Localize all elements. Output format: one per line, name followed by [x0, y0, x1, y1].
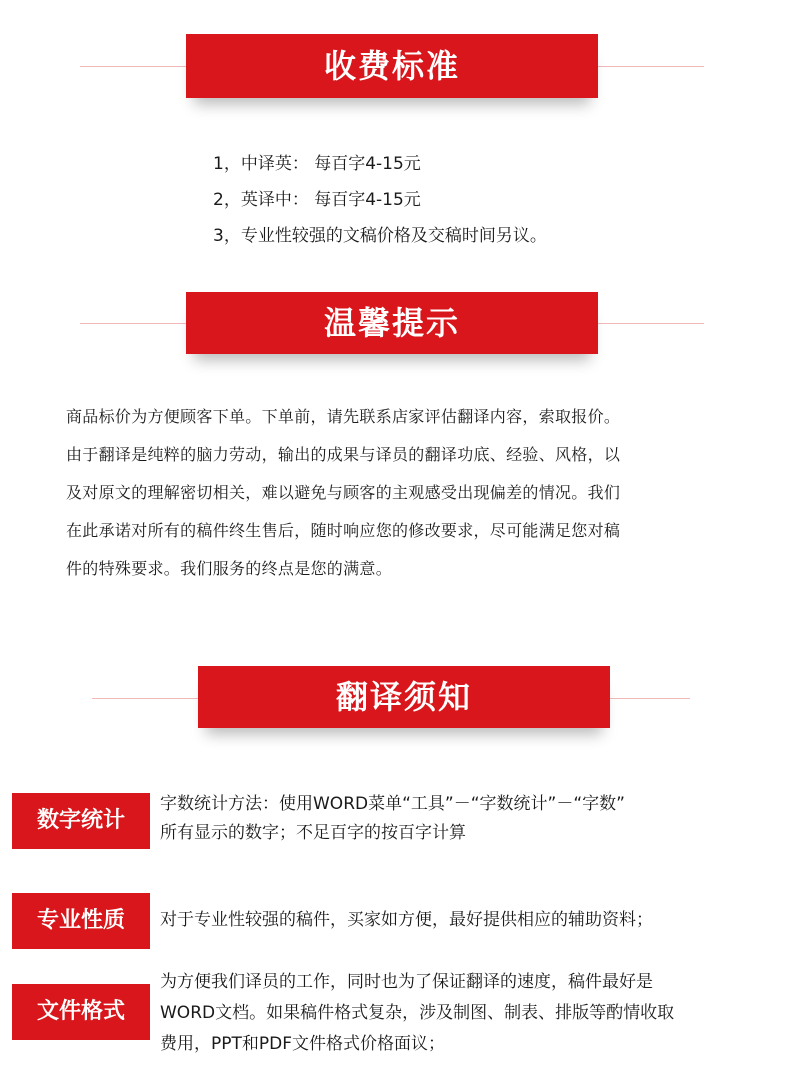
note-line: 费用，PPT和PDF文件格式价格面议； [160, 1034, 446, 1054]
notes-divider-left [92, 698, 200, 699]
note-line: 字数统计方法：使用WORD菜单“工具”－“字数统计”－“字数” [160, 794, 625, 814]
fees-title: 收费标准 [323, 47, 460, 85]
note-line: 为方便我们译员的工作，同时也为了保证翻译的速度，稿件最好是 [160, 972, 653, 992]
tips-divider-right [598, 323, 704, 324]
fees-banner [186, 34, 598, 98]
note-file-format [160, 967, 674, 1060]
tips-line: 件的特殊要求。我们服务的终点是您的满意。 [66, 559, 393, 578]
tips-title: 温馨提示 [323, 304, 460, 342]
tips-line: 在此承诺对所有的稿件终生售后，随时响应您的修改要求，尽可能满足您对稿 [66, 521, 621, 540]
tag-professional [12, 893, 150, 949]
tips-line: 及对原文的理解密切相关，难以避免与顾客的主观感受出现偏差的情况。我们 [66, 483, 621, 502]
tag-file-format [12, 984, 150, 1040]
tag-word-count [12, 793, 150, 849]
tips-paragraph [66, 398, 731, 588]
fee-item: 2，英译中： 每百字4-15元 [213, 190, 421, 210]
notes-title: 翻译须知 [335, 678, 472, 716]
tips-banner [186, 292, 598, 354]
note-word-count [160, 790, 625, 848]
note-professional [160, 906, 653, 935]
fee-item: 1，中译英： 每百字4-15元 [213, 154, 421, 174]
fee-list [213, 146, 547, 254]
tag-label: 专业性质 [36, 908, 125, 933]
tips-line: 由于翻译是纯粹的脑力劳动，输出的成果与译员的翻译功底、经验、风格，以 [66, 445, 621, 464]
note-line: WORD文档。如果稿件格式复杂，涉及制图、制表、排版等酌情收取 [160, 1003, 675, 1023]
note-line: 对于专业性较强的稿件，买家如方便，最好提供相应的辅助资料； [160, 910, 653, 930]
note-line: 所有显示的数字；不足百字的按百字计算 [160, 823, 466, 843]
fee-item: 3，专业性较强的文稿价格及交稿时间另议。 [213, 226, 547, 246]
fees-divider-right [598, 66, 704, 67]
fees-divider-left [80, 66, 190, 67]
tag-label: 文件格式 [36, 999, 125, 1024]
tips-line: 商品标价为方便顾客下单。下单前，请先联系店家评估翻译内容，索取报价。 [66, 407, 621, 426]
tag-label: 数字统计 [36, 808, 125, 833]
tips-divider-left [80, 323, 190, 324]
notes-divider-right [610, 698, 690, 699]
notes-banner [198, 666, 610, 728]
